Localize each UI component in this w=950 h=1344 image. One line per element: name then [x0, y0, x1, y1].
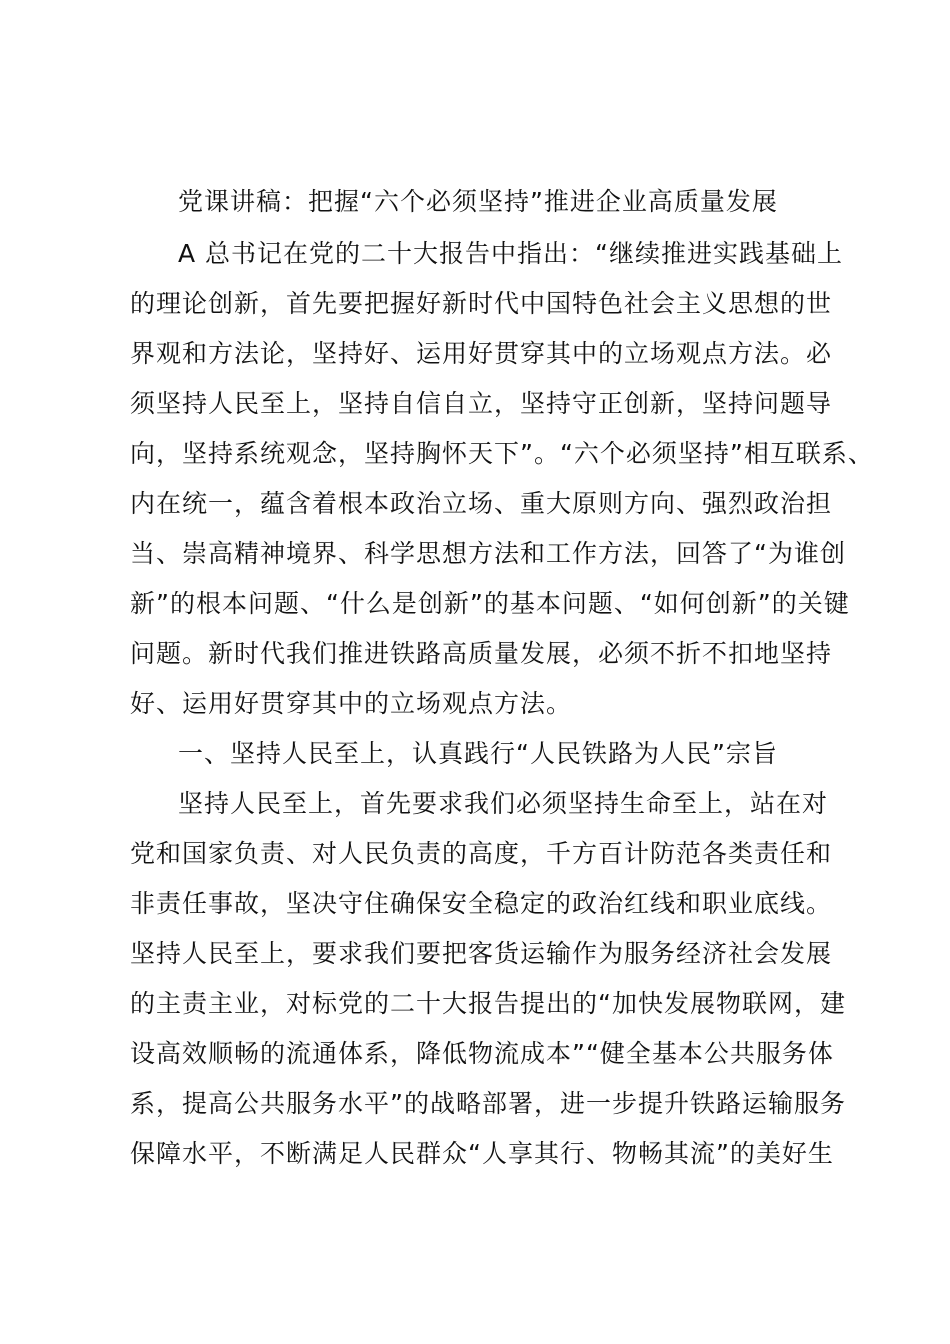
- paragraph-line: 内在统一，蕴含着根本政治立场、重大原则方向、强烈政治担: [130, 489, 833, 518]
- paragraph-line: 坚持人民至上，首先要求我们必须坚持生命至上，站在对: [178, 789, 829, 818]
- paragraph-line: 的理论创新，首先要把握好新时代中国特色社会主义思想的世: [130, 289, 833, 318]
- paragraph-line: 党和国家负责、对人民负责的高度，千方百计防范各类责任和: [130, 839, 833, 868]
- paragraph-line: 的主责主业，对标党的二十大报告提出的“加快发展物联网，建: [130, 989, 846, 1018]
- paragraph-line: 保障水平，不断满足人民群众“人享其行、物畅其流”的美好生: [130, 1139, 834, 1168]
- paragraph-line: 当、崇高精神境界、科学思想方法和工作方法，回答了“为谁创: [130, 539, 846, 568]
- paragraph-line: A 总书记在党的二十大报告中指出：“继续推进实践基础上: [178, 239, 844, 268]
- document-title: 党课讲稿：把握“六个必须坚持”推进企业高质量发展: [178, 187, 778, 216]
- paragraph-line: 坚持人民至上，要求我们要把客货运输作为服务经济社会发展: [130, 939, 833, 968]
- paragraph-line: 系，提高公共服务水平”的战略部署，进一步提升铁路运输服务: [130, 1089, 846, 1118]
- paragraph-line: 设高效顺畅的流通体系，降低物流成本”“健全基本公共服务体: [130, 1039, 834, 1068]
- paragraph-line: 界观和方法论，坚持好、运用好贯穿其中的立场观点方法。必: [130, 339, 833, 368]
- paragraph-line: 向，坚持系统观念，坚持胸怀天下”。“六个必须坚持”相互联系、: [130, 439, 874, 468]
- paragraph-line: 新”的根本问题、“什么是创新”的基本问题、“如何创新”的关键: [130, 589, 850, 618]
- paragraph-line: 问题。新时代我们推进铁路高质量发展，必须不折不扣地坚持: [130, 639, 833, 668]
- paragraph-line: 好、运用好贯穿其中的立场观点方法。: [130, 689, 573, 718]
- paragraph-line: 非责任事故，坚决守住确保安全稳定的政治红线和职业底线。: [130, 889, 833, 918]
- section-heading: 一、坚持人民至上，认真践行“人民铁路为人民”宗旨: [178, 739, 778, 768]
- paragraph-line: 须坚持人民至上，坚持自信自立，坚持守正创新，坚持问题导: [130, 389, 833, 418]
